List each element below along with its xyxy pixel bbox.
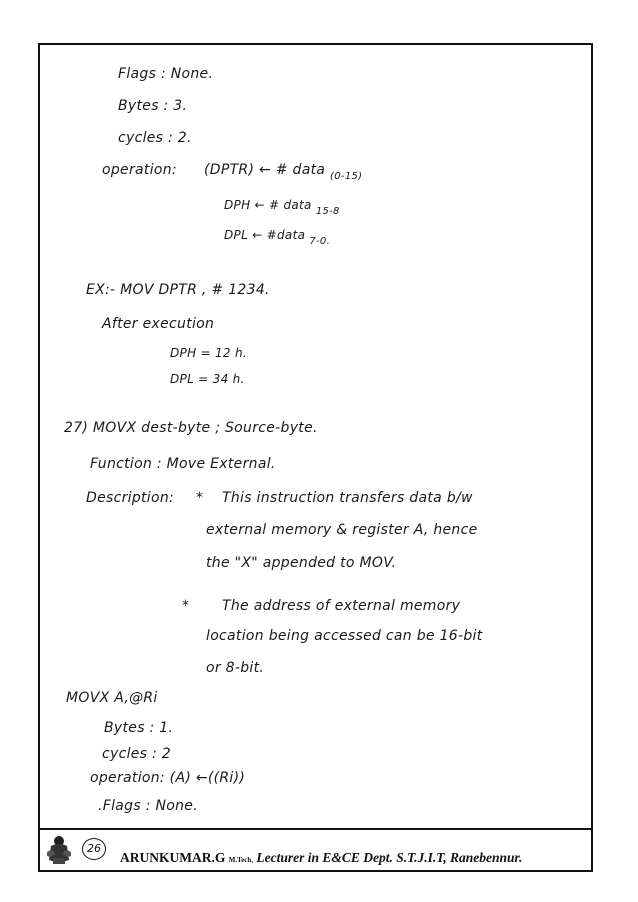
footer-credit xyxy=(120,850,522,866)
operation-line-2-main: DPH ← # data xyxy=(224,198,312,212)
description-2-line-2: location being accessed can be 16-bit xyxy=(206,628,483,644)
description-1-line-3: the "X" appended to MOV. xyxy=(206,555,397,571)
cycles-line: cycles : 2. xyxy=(118,130,192,146)
operation-line-3-main: DPL ← #data xyxy=(224,228,306,242)
author-role: Lecturer in E&CE Dept. S.T.J.I.T, Ranebennur. xyxy=(256,850,523,865)
footer-divider xyxy=(38,828,593,830)
flags-line: Flags : None. xyxy=(118,66,214,82)
dpl-result: DPL = 34 h. xyxy=(170,372,245,386)
flags-line-2: .Flags : None. xyxy=(98,798,198,814)
operation-line-2 xyxy=(224,198,340,217)
operation-line-1-main: (DPTR) ← # data xyxy=(204,162,326,178)
operation-line-movx: operation: (A) ←((Ri)) xyxy=(90,770,246,786)
author-degree: M.Tech, xyxy=(228,856,253,864)
after-execution: After execution xyxy=(102,316,215,332)
description-2-line-1: The address of external memory xyxy=(222,598,461,614)
operation-label: operation: xyxy=(102,162,177,178)
description-1-line-1: This instruction transfers data b/w xyxy=(222,490,473,506)
institute-logo-icon xyxy=(43,832,75,866)
example-line: EX:- MOV DPTR , # 1234. xyxy=(86,282,270,298)
movx-heading: 27) MOVX dest-byte ; Source-byte. xyxy=(64,420,318,436)
operation-line-3-sub: 7-0. xyxy=(309,236,331,247)
operation-line-2-sub: 15-8 xyxy=(315,206,340,217)
bytes-line-2: Bytes : 1. xyxy=(104,720,174,736)
page-number: 26 xyxy=(82,838,106,860)
dph-result: DPH = 12 h. xyxy=(170,346,247,360)
operation-line-1-sub: (0-15) xyxy=(330,171,363,182)
description-label: Description: xyxy=(86,490,175,506)
description-1-line-2: external memory & register A, hence xyxy=(206,522,478,538)
description-bullet-2: * xyxy=(182,598,190,614)
operation-line-3 xyxy=(224,228,331,247)
movx-instruction: MOVX A,@Ri xyxy=(66,690,158,706)
function-line: Function : Move External. xyxy=(90,456,276,472)
cycles-line-2: cycles : 2 xyxy=(102,746,172,762)
description-2-line-3: or 8-bit. xyxy=(206,660,265,676)
bytes-line: Bytes : 3. xyxy=(118,98,188,114)
author-name: ARUNKUMAR.G xyxy=(120,850,226,865)
operation-line-1 xyxy=(204,162,363,182)
description-bullet-1: * xyxy=(196,490,204,506)
